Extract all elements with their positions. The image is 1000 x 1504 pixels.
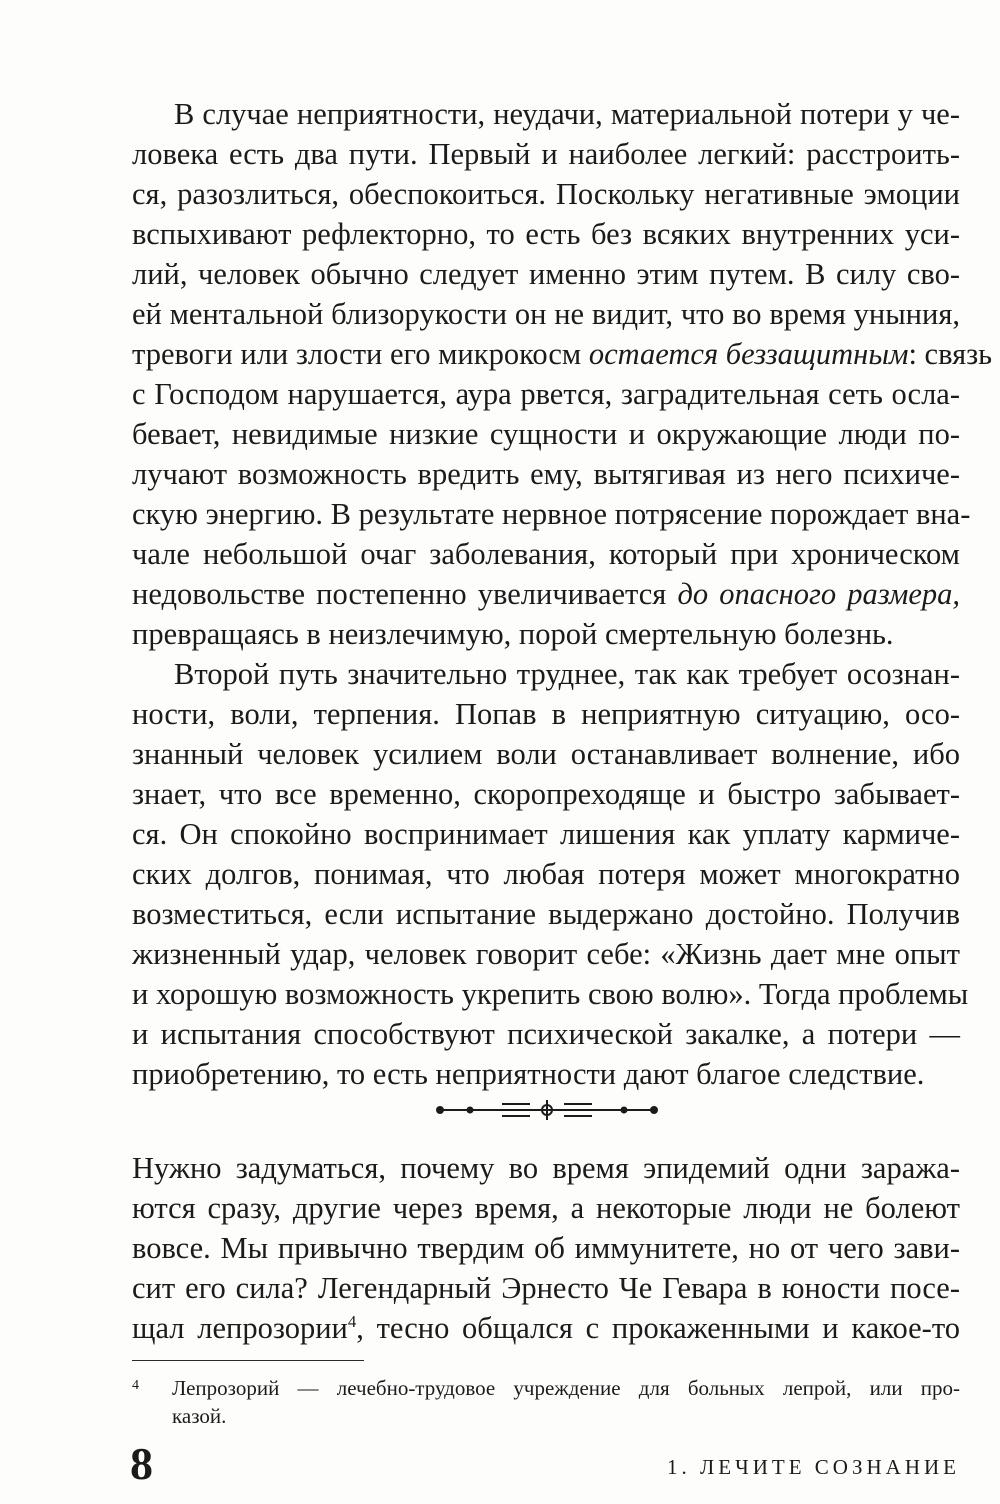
italic-emphasis: остается беззащитным (588, 337, 909, 371)
text-line: вспыхивают рефлекторно, то есть без всяких внутренних уси- (132, 217, 960, 251)
text-line: Нужно задуматься, почему во время эпидемий одни заража- (132, 1151, 960, 1185)
text-line: возместиться, если испытание выдержано достойно. Получив (132, 897, 960, 931)
running-head: 1. ЛЕЧИТЕ СОЗНАНИЕ (667, 1455, 960, 1479)
text-line: ются сразу, другие через время, а некоторые люди не болеют (132, 1191, 960, 1225)
footnote-reference: 4 (347, 1311, 357, 1331)
text-line: чале небольшой очаг заболевания, который при хроническом (132, 537, 960, 571)
ornament-divider-icon (432, 1098, 662, 1122)
footnote-line: Лепрозорий — лечебно-трудовое учреждение для больных лепрой, или про- (172, 1376, 960, 1400)
text-line: превращаясь в неизлечимую, порой смертельную болезнь. (132, 617, 894, 651)
text-line (132, 1310, 960, 1346)
text-line (132, 336, 993, 372)
text-span: : связь (908, 337, 993, 371)
text-span: щал лепрозории (132, 1311, 348, 1345)
text-line: ся, разозлиться, обеспокоиться. Поскольку негативные эмоции (132, 177, 960, 211)
text-line: ских долгов, понимая, что любая потеря может многократно (132, 857, 960, 891)
text-line: ности, воли, терпения. Попав в неприятную ситуацию, осо- (132, 697, 960, 731)
text-line: скую энергию. В результате нервное потрясение порождает вна- (132, 497, 971, 531)
text-line: приобретению, то есть неприятности дают благое следствие. (132, 1057, 925, 1091)
footnote-mark: 4 (132, 1378, 139, 1393)
text-line: бевает, невидимые низкие сущности и окружающие люди по- (132, 417, 960, 451)
text-line: ей ментальной близорукости он не видит, что во время уныния, (132, 297, 960, 331)
text-line: ловека есть два пути. Первый и наиболее легкий: расстроить- (132, 137, 960, 171)
text-line: В случае неприятности, неудачи, материальной потери у че- (174, 97, 960, 131)
text-line: и испытания способствуют психической закалке, а потери — (132, 1017, 960, 1051)
text-line: жизненный удар, человек говорит себе: «Жизнь дает мне опыт (132, 937, 960, 971)
text-line: с Господом нарушается, аура рвется, заградительная сеть осла- (132, 377, 960, 411)
text-line: и хорошую возможность укрепить свою волю». Тогда проблемы (132, 977, 969, 1011)
text-line (132, 576, 960, 612)
text-line: вовсе. Мы привычно твердим об иммунитете, но от чего зави- (132, 1231, 960, 1265)
text-span: , тесно общался с прокаженными и какое-то (356, 1311, 961, 1345)
text-line: Второй путь значительно труднее, так как требует осознан- (174, 657, 960, 691)
footnote-line: казой. (172, 1404, 227, 1428)
text-line: знает, что все временно, скоропреходяще и быстро забывает- (132, 777, 960, 811)
text-span: недовольстве постепенно увеличивается (132, 577, 678, 611)
text-line: лучают возможность вредить ему, вытягивая из него психиче- (132, 457, 960, 491)
text-line: лий, человек обычно следует именно этим путем. В силу сво- (132, 257, 960, 291)
text-line: ся. Он спокойно воспринимает лишения как уплату кармиче- (132, 817, 960, 851)
page-number: 8 (130, 1438, 153, 1489)
footnote-rule (132, 1360, 364, 1361)
text-span: тревоги или злости его микрокосм (132, 337, 589, 371)
text-line: сит его сила? Легендарный Эрнесто Че Гевара в юности посе- (132, 1271, 960, 1305)
text-line: знанный человек усилием воли останавливает волнение, ибо (132, 737, 960, 771)
italic-emphasis: до опасного размера, (677, 577, 960, 611)
